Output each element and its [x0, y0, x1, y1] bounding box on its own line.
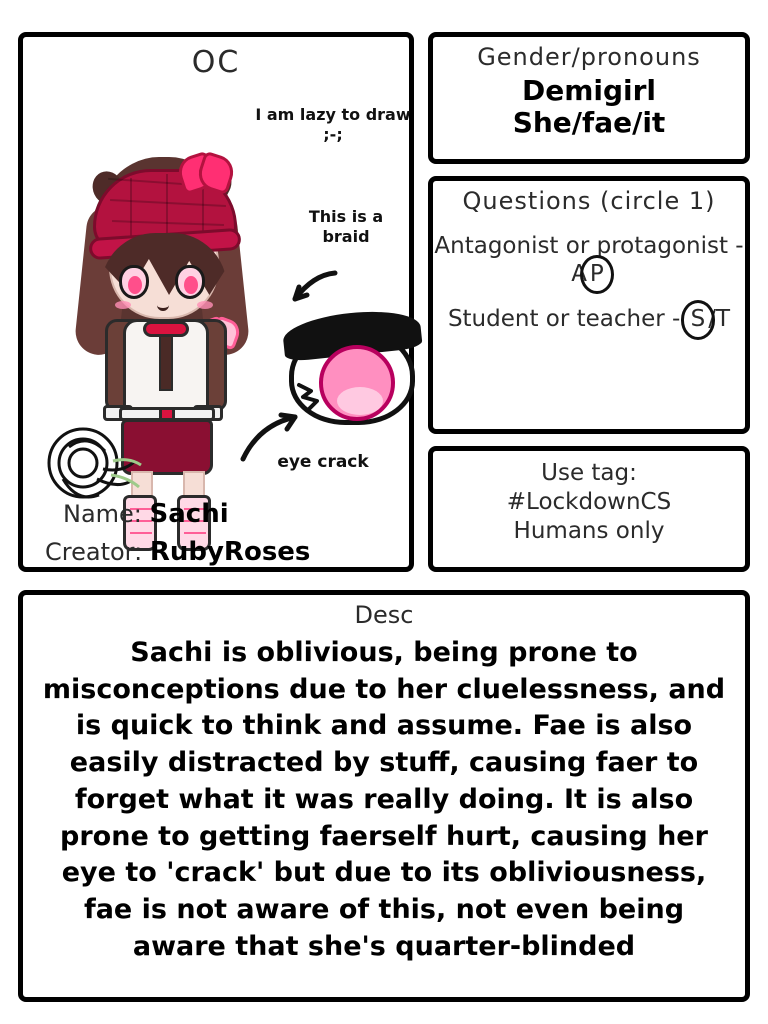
gender-box-heading: Gender/pronouns [477, 43, 701, 71]
eye-left [119, 265, 149, 299]
arrow-to-braid [273, 265, 343, 325]
creator-label: Creator: [45, 538, 143, 566]
questions-box [428, 176, 750, 434]
name-value: Sachi [149, 499, 229, 529]
eye-right [175, 265, 205, 299]
question-2 [433, 306, 745, 334]
pronouns-value: She/fae/it [512, 106, 666, 140]
blush-left [115, 301, 131, 309]
name-label: Name: [63, 500, 142, 528]
blush-right [197, 301, 213, 309]
question-2-suffix: /T [708, 306, 731, 333]
question-1-answer-circled[interactable]: P [587, 261, 607, 289]
questions-box-heading: Questions (circle 1) [462, 187, 716, 215]
oc-panel [18, 32, 414, 572]
hat-bow-icon [179, 155, 233, 189]
creator-value: RubyRoses [149, 537, 311, 567]
question-2-answer-circled[interactable]: S [688, 306, 709, 334]
gender-pronouns-box [428, 32, 750, 164]
oc-panel-title: OC [191, 45, 241, 80]
tag-line-2: #LockdownCS [506, 488, 672, 515]
tag-line-3: Humans only [513, 517, 665, 544]
question-1-text: Antagonist or protagonist - A [434, 233, 744, 287]
necktie [159, 335, 173, 391]
description-body: Sachi is oblivious, being prone to misconceptions due to her cluelessness, and is quick to think and assume. Fae is also easily distracted by stuff, causing faer to forget what it was really doing. It is also prone to getting faerself hurt, causing her eye to 'crack' but due to its obliviousness, fae is not aware of this, not even being aware that she's quarter-blinded [42, 637, 726, 962]
description-title: Desc [354, 601, 414, 629]
gender-value: Demigirl [521, 74, 657, 107]
note-lazy-to-draw: I am lazy to draw ;-; [255, 105, 411, 144]
name-line [63, 499, 229, 529]
question-2-text: Student or teacher - [447, 306, 688, 333]
note-eye-crack: eye crack [277, 452, 369, 472]
tag-line-1: Use tag: [541, 460, 637, 486]
question-1 [433, 233, 745, 288]
use-tag-box [428, 446, 750, 572]
note-this-is-a-braid: This is a braid [308, 207, 384, 246]
creator-line [45, 537, 310, 567]
description-panel [18, 590, 750, 1002]
